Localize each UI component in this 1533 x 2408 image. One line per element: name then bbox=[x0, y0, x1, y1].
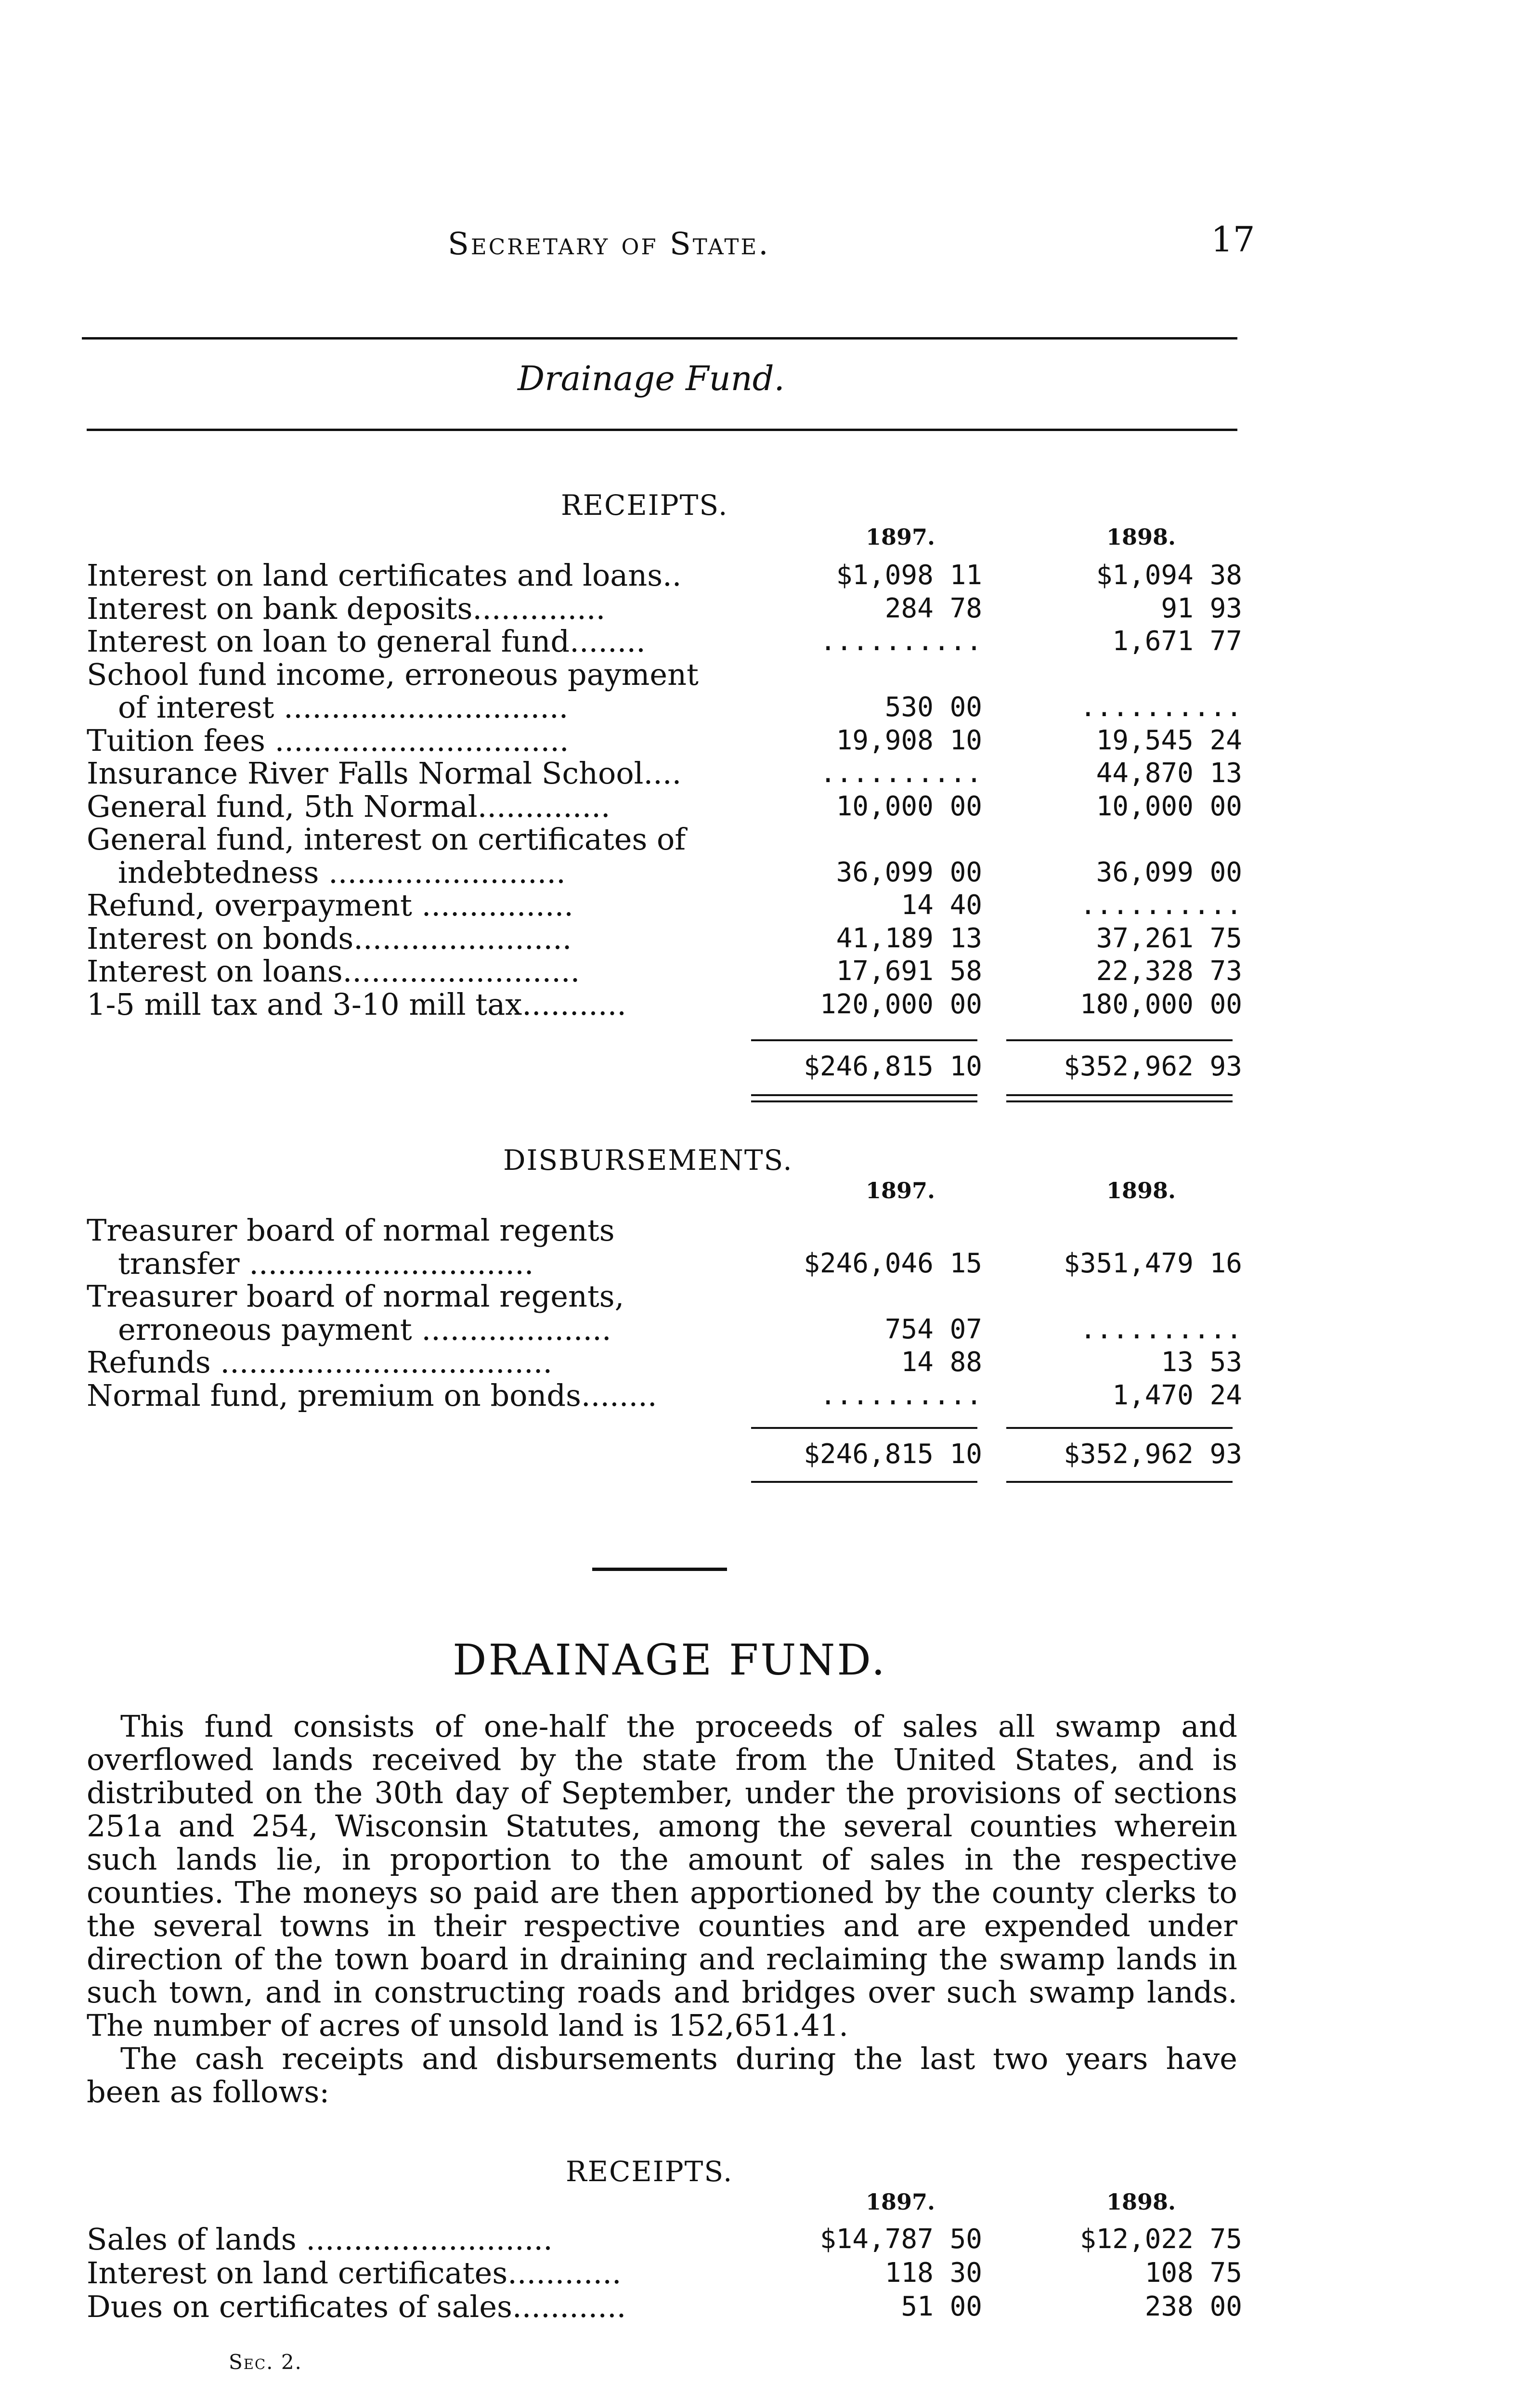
amount-1897: $246,046 15 bbox=[804, 1247, 982, 1279]
row-label: transfer .............................. bbox=[118, 1246, 534, 1281]
row-label: erroneous payment .................... bbox=[118, 1312, 611, 1347]
amount-1897: 19,908 10 bbox=[836, 724, 982, 756]
amount-1897: 51 00 bbox=[901, 2291, 982, 2322]
amount-1898: 108 75 bbox=[1144, 2257, 1242, 2289]
table-row bbox=[0, 2290, 1533, 2324]
table-row bbox=[0, 790, 1533, 824]
signature-mark: Sec. 2. bbox=[229, 2350, 302, 2374]
section-divider bbox=[592, 1568, 727, 1571]
table-row bbox=[0, 1214, 1533, 1247]
amount-1898: 1,470 24 bbox=[1112, 1379, 1242, 1411]
table-row bbox=[0, 2223, 1533, 2256]
row-label: of interest .............................. bbox=[118, 691, 569, 724]
year-1897-header: 1897. bbox=[865, 2189, 935, 2215]
table-row bbox=[0, 889, 1533, 922]
total-1897: $246,815 10 bbox=[804, 1439, 982, 1470]
amount-1898: 180,000 00 bbox=[1079, 988, 1242, 1020]
double-rule bbox=[751, 1094, 977, 1096]
row-label: Dues on certificates of sales............ bbox=[87, 2290, 626, 2324]
row-label: General fund, 5th Normal.............. bbox=[87, 789, 611, 824]
table-row bbox=[0, 1346, 1533, 1379]
year-1898-header: 1898. bbox=[1106, 524, 1176, 550]
amount-1898: $1,094 38 bbox=[1096, 560, 1242, 591]
total-rule bbox=[1006, 1427, 1233, 1429]
year-1897-header: 1897. bbox=[865, 524, 935, 550]
amount-1898: 37,261 75 bbox=[1096, 922, 1242, 954]
amount-1897: .......... bbox=[819, 1379, 982, 1411]
year-1897-header: 1897. bbox=[865, 1178, 935, 1204]
total-1897: $246,815 10 bbox=[804, 1051, 982, 1082]
year-1898-header: 1898. bbox=[1106, 2189, 1176, 2215]
total-rule bbox=[1006, 1039, 1233, 1041]
amount-1897: 17,691 58 bbox=[836, 955, 982, 987]
table-row bbox=[0, 559, 1533, 592]
total-1898: $352,962 93 bbox=[1064, 1439, 1242, 1470]
running-header: Secretary of State. bbox=[448, 226, 770, 262]
table-row bbox=[0, 1280, 1533, 1313]
amount-1897: 284 78 bbox=[884, 592, 982, 624]
row-label: General fund, interest on certificates of bbox=[87, 823, 686, 856]
table-row bbox=[0, 1313, 1533, 1347]
year-1898-header: 1898. bbox=[1106, 1178, 1176, 1204]
row-label: Interest on bonds....................... bbox=[87, 921, 572, 955]
table-row bbox=[0, 592, 1533, 626]
double-rule bbox=[751, 1481, 977, 1483]
table-row bbox=[0, 2256, 1533, 2290]
body-text bbox=[87, 1710, 1237, 2108]
table-row bbox=[0, 856, 1533, 890]
amount-1898: 10,000 00 bbox=[1096, 790, 1242, 822]
disbursements-total-row bbox=[0, 1438, 1533, 1471]
amount-1897: 10,000 00 bbox=[836, 790, 982, 822]
row-label: Interest on loan to general fund........ bbox=[87, 625, 646, 658]
row-label: Interest on loans......................... bbox=[87, 955, 580, 988]
row-label: Refund, overpayment ................ bbox=[87, 889, 574, 922]
row-label: Treasurer board of normal regents, bbox=[87, 1280, 624, 1313]
table-row bbox=[0, 757, 1533, 790]
amount-1897: 14 40 bbox=[901, 890, 982, 921]
table-row bbox=[0, 625, 1533, 658]
row-label: 1-5 mill tax and 3-10 mill tax........... bbox=[87, 987, 626, 1021]
amount-1897: 118 30 bbox=[884, 2257, 982, 2289]
row-label: Sales of lands .......................... bbox=[87, 2223, 553, 2256]
double-rule bbox=[751, 1100, 977, 1102]
table-row bbox=[0, 922, 1533, 955]
amount-1898: 44,870 13 bbox=[1096, 758, 1242, 789]
amount-1898: .......... bbox=[1079, 692, 1242, 723]
row-label: indebtedness ......................... bbox=[118, 855, 566, 890]
row-label: Treasurer board of normal regents bbox=[87, 1214, 615, 1247]
page-number: 17 bbox=[1211, 219, 1255, 260]
amount-1897: 36,099 00 bbox=[836, 856, 982, 888]
row-label: Tuition fees ............................... bbox=[87, 723, 569, 758]
double-rule bbox=[1006, 1481, 1233, 1483]
amount-1897: $14,787 50 bbox=[819, 2224, 982, 2255]
drainage-fund-title: DRAINAGE FUND. bbox=[453, 1635, 887, 1685]
amount-1898: .......... bbox=[1079, 1313, 1242, 1345]
header-rule bbox=[82, 337, 1237, 340]
amount-1898: 22,328 73 bbox=[1096, 955, 1242, 987]
paragraph: The cash receipts and disbursements during the last two years have been as follows: bbox=[87, 2041, 1237, 2109]
receipts-total-row bbox=[0, 1050, 1533, 1084]
double-rule bbox=[1006, 1100, 1233, 1102]
table-row bbox=[0, 1379, 1533, 1413]
receipts-heading: RECEIPTS. bbox=[561, 489, 728, 522]
amount-1897: 41,189 13 bbox=[836, 922, 982, 954]
amount-1897: 120,000 00 bbox=[819, 988, 982, 1020]
amount-1897: $1,098 11 bbox=[836, 560, 982, 591]
table-row bbox=[0, 955, 1533, 988]
amount-1897: .......... bbox=[819, 626, 982, 657]
amount-1898: 91 93 bbox=[1161, 592, 1242, 624]
total-rule bbox=[751, 1039, 977, 1041]
amount-1898: $351,479 16 bbox=[1064, 1247, 1242, 1279]
amount-1897: 754 07 bbox=[884, 1313, 982, 1345]
total-1898: $352,962 93 bbox=[1064, 1051, 1242, 1082]
row-label: Interest on land certificates............ bbox=[87, 2256, 622, 2290]
table-row bbox=[0, 988, 1533, 1021]
amount-1898: 1,671 77 bbox=[1112, 626, 1242, 657]
row-label: Interest on land certificates and loans.. bbox=[87, 559, 682, 592]
row-label: Insurance River Falls Normal School.... bbox=[87, 757, 682, 790]
total-rule bbox=[751, 1427, 977, 1429]
table-row bbox=[0, 724, 1533, 758]
amount-1898: 19,545 24 bbox=[1096, 724, 1242, 756]
row-label: School fund income, erroneous payment bbox=[87, 657, 699, 692]
paragraph: This fund consists of one-half the proceeds of sales all swamp and overflowed lands received by the state from the United States, and is distributed on the 30th day of September, under the provisions of sections 251a and 254, Wisconsin Statutes, among the several counties wherein such lands lie, in proportion to the amount of sales in the respective counties. The moneys so paid are then apportioned by the county clerks to the several towns in their respective counties and are expended under direction of the town board in draining and reclaiming the swamp lands in such town, and in constructing roads and bridges over such swamp lands. The number of acres of unsold land is 152,651.41. bbox=[87, 1709, 1237, 2043]
table-row bbox=[0, 691, 1533, 724]
amount-1898: .......... bbox=[1079, 890, 1242, 921]
row-label: Interest on bank deposits.............. bbox=[87, 591, 606, 626]
row-label: Refunds ................................... bbox=[87, 1346, 553, 1379]
amount-1897: 530 00 bbox=[884, 692, 982, 723]
table-row bbox=[0, 1247, 1533, 1281]
amount-1898: 13 53 bbox=[1161, 1347, 1242, 1378]
disbursements-heading: DISBURSEMENTS. bbox=[503, 1144, 793, 1177]
section-rule bbox=[87, 429, 1237, 431]
double-rule bbox=[1006, 1094, 1233, 1096]
amount-1898: $12,022 75 bbox=[1079, 2224, 1242, 2255]
table-row bbox=[0, 823, 1533, 856]
row-label: Normal fund, premium on bonds........ bbox=[87, 1378, 657, 1413]
amount-1897: .......... bbox=[819, 758, 982, 789]
amount-1898: 36,099 00 bbox=[1096, 856, 1242, 888]
receipts-heading: RECEIPTS. bbox=[566, 2155, 733, 2188]
section-title: Drainage Fund. bbox=[518, 359, 785, 398]
table-row bbox=[0, 658, 1533, 692]
amount-1898: 238 00 bbox=[1144, 2291, 1242, 2322]
amount-1897: 14 88 bbox=[901, 1347, 982, 1378]
